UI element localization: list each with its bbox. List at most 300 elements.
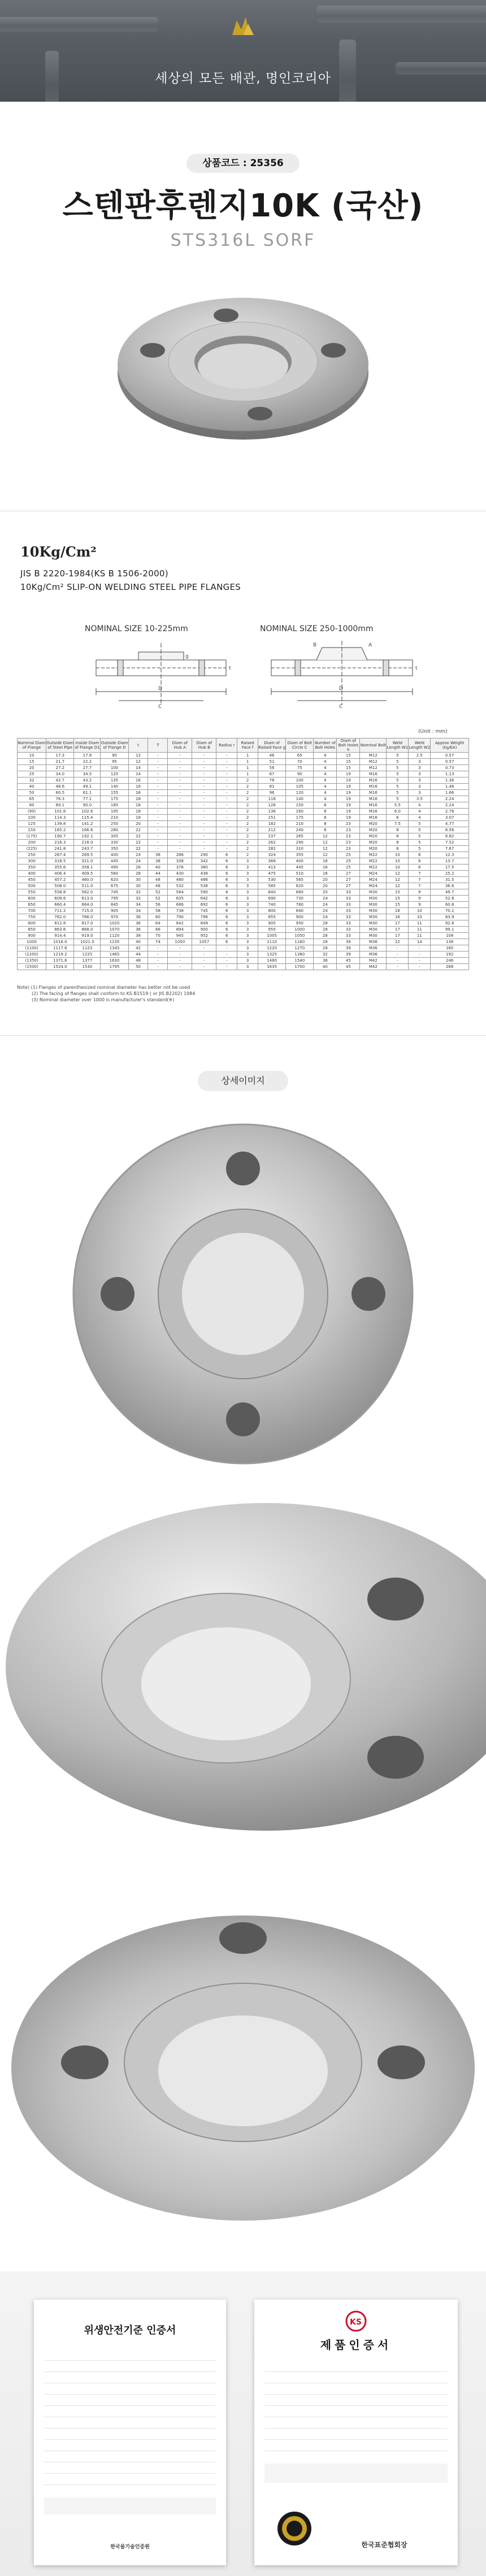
table-cell: 34 bbox=[128, 908, 148, 914]
table-cell: 1270 bbox=[286, 945, 314, 952]
table-cell: 23 bbox=[337, 840, 360, 846]
table-cell: 1160 bbox=[286, 939, 314, 945]
detail-photo-1 bbox=[0, 1107, 486, 1480]
table-cell: - bbox=[216, 771, 237, 777]
table-cell: 5 bbox=[409, 827, 431, 833]
table-cell: 12 bbox=[314, 833, 337, 840]
table-row bbox=[18, 809, 469, 815]
table-cell: 102.6 bbox=[74, 809, 101, 815]
table-cell: 36 bbox=[128, 927, 148, 933]
table-cell: 2 bbox=[237, 840, 258, 846]
table-row bbox=[18, 914, 469, 920]
table-cell: 25 bbox=[337, 865, 360, 871]
table-cell: 2.76 bbox=[431, 809, 469, 815]
table-cell: 780 bbox=[286, 902, 314, 908]
table-cell: (1350) bbox=[18, 958, 46, 964]
table-cell: 562.0 bbox=[74, 889, 101, 896]
table-header-row bbox=[18, 739, 469, 753]
table-cell: 76 bbox=[258, 777, 286, 784]
table-row bbox=[18, 952, 469, 958]
table-cell: 19 bbox=[337, 784, 360, 790]
table-cell: 9 bbox=[409, 902, 431, 908]
table-cell: 3 bbox=[409, 771, 431, 777]
table-cell: 21.7 bbox=[46, 759, 74, 765]
table-cell: 33 bbox=[337, 902, 360, 908]
table-cell: 36 bbox=[314, 958, 337, 964]
table-cell: 81 bbox=[258, 784, 286, 790]
table-cell: 32 bbox=[128, 896, 148, 902]
table-cell: M16 bbox=[360, 802, 387, 809]
table-cell: 83.9 bbox=[431, 914, 469, 920]
table-cell: 1110 bbox=[258, 939, 286, 945]
table-cell: 33 bbox=[337, 896, 360, 902]
table-cell: 92.6 bbox=[431, 920, 469, 927]
table-cell: 863.6 bbox=[46, 927, 74, 933]
table-cell: 12 bbox=[387, 883, 409, 889]
table-cell: 16 bbox=[314, 871, 337, 877]
table-cell: 368 bbox=[258, 858, 286, 865]
table-cell: 19 bbox=[337, 777, 360, 784]
table-cell: 550 bbox=[18, 889, 46, 896]
table-row bbox=[18, 784, 469, 790]
table-header-cell: T bbox=[148, 739, 168, 753]
table-cell: 269.5 bbox=[74, 852, 101, 858]
table-cell: M22 bbox=[360, 858, 387, 865]
table-cell: M24 bbox=[360, 871, 387, 877]
table-cell: - bbox=[168, 753, 192, 759]
table-cell: - bbox=[148, 821, 168, 827]
table-cell: 40 bbox=[148, 865, 168, 871]
table-cell: 28 bbox=[314, 939, 337, 945]
table-cell: 511.0 bbox=[74, 883, 101, 889]
table-cell: 192.1 bbox=[74, 833, 101, 840]
certificate-issuer: 한국표준협회장 bbox=[361, 2541, 407, 2549]
table-cell: 380 bbox=[192, 865, 216, 871]
table-cell: 642 bbox=[192, 896, 216, 902]
table-cell: 70 bbox=[286, 759, 314, 765]
table-cell: 1.36 bbox=[431, 777, 469, 784]
table-header-cell: Diam of Hub A bbox=[168, 739, 192, 753]
table-cell: 342 bbox=[192, 858, 216, 865]
table-cell: 67 bbox=[258, 771, 286, 777]
table-row bbox=[18, 753, 469, 759]
table-cell: 9 bbox=[409, 889, 431, 896]
table-cell: 905 bbox=[258, 920, 286, 927]
table-cell: M30 bbox=[360, 908, 387, 914]
table-cell: M16 bbox=[360, 809, 387, 815]
table-cell: 613.0 bbox=[74, 896, 101, 902]
table-header-cell: Nominal Bolt bbox=[360, 739, 387, 753]
table-cell: 400 bbox=[286, 858, 314, 865]
table-row bbox=[18, 920, 469, 927]
table-cell: 36.6 bbox=[431, 883, 469, 889]
table-cell: 795 bbox=[101, 896, 128, 902]
table-cell: 6.56 bbox=[431, 827, 469, 833]
table-cell: 44 bbox=[128, 952, 148, 958]
svg-text:t: t bbox=[415, 666, 418, 671]
table-cell: M30 bbox=[360, 927, 387, 933]
table-cell: 22 bbox=[387, 939, 409, 945]
table-cell: 19 bbox=[337, 790, 360, 796]
table-cell: 4 bbox=[314, 796, 337, 802]
table-cell: 1117.6 bbox=[46, 945, 74, 952]
table-cell: 1.46 bbox=[431, 784, 469, 790]
detail-photo-2 bbox=[0, 1492, 486, 1865]
table-cell: 1225 bbox=[74, 952, 101, 958]
table-cell: - bbox=[148, 809, 168, 815]
table-row bbox=[18, 889, 469, 896]
table-cell: 300 bbox=[18, 858, 46, 865]
table-header-cell: Nominal Diam of Flange bbox=[18, 739, 46, 753]
table-cell: 19 bbox=[337, 809, 360, 815]
table-cell: - bbox=[409, 952, 431, 958]
table-header-cell: Outside Diam of Flange D bbox=[101, 739, 128, 753]
table-row bbox=[18, 958, 469, 964]
table-row bbox=[18, 759, 469, 765]
table-cell: - bbox=[148, 958, 168, 964]
table-cell: 36 bbox=[148, 852, 168, 858]
table-cell: 166.6 bbox=[74, 827, 101, 833]
table-cell: 90 bbox=[101, 753, 128, 759]
table-cell: - bbox=[192, 759, 216, 765]
table-cell: M12 bbox=[360, 759, 387, 765]
table-cell: - bbox=[216, 840, 237, 846]
table-header-cell: Weld Length W1 bbox=[387, 739, 409, 753]
table-cell: 20 bbox=[314, 877, 337, 883]
table-cell: 692 bbox=[192, 902, 216, 908]
table-cell: 0.73 bbox=[431, 765, 469, 771]
table-cell: 10 bbox=[409, 908, 431, 914]
table-cell: 1480 bbox=[258, 958, 286, 964]
table-cell: 1700 bbox=[286, 964, 314, 970]
table-header-cell: Weld Length W2 bbox=[409, 739, 431, 753]
table-cell: 905 bbox=[101, 908, 128, 914]
table-cell: - bbox=[216, 945, 237, 952]
table-cell: 849 bbox=[192, 920, 216, 927]
table-cell: 790 bbox=[168, 914, 192, 920]
table-cell: 100 bbox=[101, 765, 128, 771]
table-cell: 675 bbox=[101, 883, 128, 889]
table-cell: 151 bbox=[258, 815, 286, 821]
table-cell: 6 bbox=[216, 883, 237, 889]
table-cell: 1021.0 bbox=[74, 939, 101, 945]
table-cell: - bbox=[148, 945, 168, 952]
table-cell: 738 bbox=[168, 908, 192, 914]
table-cell: 25.2 bbox=[431, 871, 469, 877]
product-code-badge: 상품코드 : 25356 bbox=[186, 154, 300, 173]
table-cell: - bbox=[216, 790, 237, 796]
table-cell: 140 bbox=[101, 784, 128, 790]
table-cell: 125 bbox=[18, 821, 46, 827]
table-cell: 14 bbox=[128, 765, 148, 771]
table-cell: M20 bbox=[360, 827, 387, 833]
table-cell: 48 bbox=[148, 883, 168, 889]
table-cell: 190.7 bbox=[46, 833, 74, 840]
table-row bbox=[18, 821, 469, 827]
table-cell: 70 bbox=[148, 933, 168, 939]
product-subtitle: STS316L SORF bbox=[170, 231, 316, 250]
table-cell: 6 bbox=[216, 852, 237, 858]
table-cell: 8 bbox=[387, 833, 409, 840]
table-cell: 2.24 bbox=[431, 802, 469, 809]
table-cell: 60.8 bbox=[431, 902, 469, 908]
table-cell: 33 bbox=[337, 920, 360, 927]
table-cell: 27 bbox=[337, 883, 360, 889]
table-cell: 100 bbox=[18, 815, 46, 821]
table-cell: 76.3 bbox=[46, 796, 74, 802]
table-cell: 1016.0 bbox=[46, 939, 74, 945]
table-header-cell: Inside Diam of Flange D1 bbox=[74, 739, 101, 753]
table-cell: 1005 bbox=[258, 933, 286, 939]
table-cell: 45 bbox=[337, 964, 360, 970]
table-cell: 3 bbox=[237, 945, 258, 952]
table-cell: - bbox=[216, 952, 237, 958]
table-cell: 20 bbox=[18, 765, 46, 771]
table-cell: 330 bbox=[101, 840, 128, 846]
table-cell: 160 bbox=[286, 809, 314, 815]
certificate-title: 위생안전기준 인증서 bbox=[84, 2325, 176, 2336]
table-cell: 38 bbox=[128, 933, 148, 939]
table-cell: - bbox=[168, 765, 192, 771]
table-cell: 3 bbox=[237, 902, 258, 908]
table-cell: 3 bbox=[409, 777, 431, 784]
table-cell: 3.07 bbox=[431, 815, 469, 821]
table-cell: 10 bbox=[387, 865, 409, 871]
table-cell: 10 bbox=[18, 753, 46, 759]
table-cell: - bbox=[148, 802, 168, 809]
table-note: Note) (1) Flanges of parenthesized nominal diameter has better not be used bbox=[17, 985, 190, 990]
table-cell: - bbox=[216, 796, 237, 802]
table-cell: 12 bbox=[128, 759, 148, 765]
table-cell: - bbox=[168, 759, 192, 765]
table-cell: 8 bbox=[387, 840, 409, 846]
table-cell: 6 bbox=[216, 858, 237, 865]
table-cell: 51 bbox=[258, 759, 286, 765]
table-cell: 114.3 bbox=[46, 815, 74, 821]
table-cell: 409.5 bbox=[74, 871, 101, 877]
table-cell: 22.2 bbox=[74, 759, 101, 765]
table-cell: 89.1 bbox=[46, 802, 74, 809]
table-cell: 3 bbox=[237, 858, 258, 865]
svg-text:KS: KS bbox=[350, 2318, 362, 2327]
table-cell: 5 bbox=[387, 765, 409, 771]
table-cell: 620 bbox=[286, 883, 314, 889]
table-cell: 2 bbox=[237, 815, 258, 821]
table-cell: 2 bbox=[237, 790, 258, 796]
table-cell: M36 bbox=[360, 945, 387, 952]
table-cell: 24 bbox=[128, 852, 148, 858]
table-cell: 33 bbox=[337, 908, 360, 914]
table-cell: 12 bbox=[314, 846, 337, 852]
table-cell: 16 bbox=[387, 908, 409, 914]
table-cell: 445 bbox=[286, 865, 314, 871]
table-cell: 36 bbox=[128, 920, 148, 927]
table-cell: 530 bbox=[258, 877, 286, 883]
table-row bbox=[18, 933, 469, 939]
table-cell: 280 bbox=[101, 827, 128, 833]
table-cell: 60 bbox=[148, 914, 168, 920]
table-cell: 11 bbox=[409, 920, 431, 927]
table-cell: 609.6 bbox=[46, 896, 74, 902]
table-cell: 376 bbox=[168, 865, 192, 871]
table-cell: 28 bbox=[128, 871, 148, 877]
table-cell: 5 bbox=[387, 753, 409, 759]
table-cell: 945 bbox=[168, 933, 192, 939]
table-cell: 510 bbox=[286, 871, 314, 877]
table-cell: 6 bbox=[216, 927, 237, 933]
table-cell: 15 bbox=[337, 753, 360, 759]
table-cell: 1 bbox=[237, 753, 258, 759]
table-cell: 25 bbox=[337, 858, 360, 865]
table-cell: 350 bbox=[18, 865, 46, 871]
table-cell: 24 bbox=[314, 914, 337, 920]
table-cell: 120 bbox=[286, 790, 314, 796]
table-cell: 490 bbox=[101, 865, 128, 871]
table-cell: 70.1 bbox=[431, 908, 469, 914]
svg-text:t: t bbox=[229, 666, 231, 671]
table-cell: 3 bbox=[237, 889, 258, 896]
table-cell: 14 bbox=[128, 771, 148, 777]
table-cell: 7 bbox=[409, 871, 431, 877]
table-cell: 140 bbox=[286, 796, 314, 802]
table-cell: 4 bbox=[409, 815, 431, 821]
table-cell: - bbox=[216, 821, 237, 827]
table-cell: - bbox=[409, 945, 431, 952]
table-cell: 90.0 bbox=[74, 802, 101, 809]
table-cell: 6 bbox=[216, 889, 237, 896]
table-cell: 46 bbox=[258, 753, 286, 759]
table-cell: 12 bbox=[314, 852, 337, 858]
table-cell: 48.6 bbox=[46, 784, 74, 790]
table-cell: 450 bbox=[18, 877, 46, 883]
table-cell: 4 bbox=[314, 765, 337, 771]
table-cell: - bbox=[387, 945, 409, 952]
table-cell: - bbox=[192, 809, 216, 815]
table-header-cell: Outside Diam of Steel Pipe bbox=[46, 739, 74, 753]
mk-logo-icon bbox=[229, 12, 257, 41]
table-cell: 40 bbox=[128, 939, 148, 945]
table-cell: M20 bbox=[360, 846, 387, 852]
table-cell: 15 bbox=[18, 759, 46, 765]
table-cell: 28 bbox=[314, 945, 337, 952]
table-cell: 620 bbox=[101, 877, 128, 883]
table-cell: 3 bbox=[237, 871, 258, 877]
table-cell: 48 bbox=[128, 958, 148, 964]
table-cell: - bbox=[168, 777, 192, 784]
table-cell: 850 bbox=[18, 927, 46, 933]
table-row bbox=[18, 833, 469, 840]
table-cell: 350 bbox=[101, 846, 128, 852]
table-cell: M12 bbox=[360, 765, 387, 771]
table-cell: 560 bbox=[101, 871, 128, 877]
table-cell: - bbox=[387, 958, 409, 964]
table-cell: 900 bbox=[192, 927, 216, 933]
table-cell: 165.2 bbox=[46, 827, 74, 833]
table-cell: 730 bbox=[286, 896, 314, 902]
table-cell: 6 bbox=[387, 815, 409, 821]
table-cell: 750 bbox=[18, 914, 46, 920]
table-cell: 868.0 bbox=[74, 927, 101, 933]
table-cell: M20 bbox=[360, 833, 387, 840]
table-cell: 246 bbox=[431, 958, 469, 964]
table-cell: 3 bbox=[237, 964, 258, 970]
table-cell: - bbox=[192, 765, 216, 771]
table-cell: 52.8 bbox=[431, 896, 469, 902]
table-cell: - bbox=[387, 952, 409, 958]
table-cell: 1000 bbox=[286, 927, 314, 933]
flange-hero-image bbox=[113, 283, 373, 446]
table-cell: 1235 bbox=[101, 939, 128, 945]
table-cell: 16 bbox=[387, 914, 409, 920]
table-cell: 50 bbox=[128, 964, 148, 970]
svg-text:D: D bbox=[339, 686, 343, 692]
table-cell: 32 bbox=[128, 889, 148, 896]
table-cell: 5 bbox=[409, 840, 431, 846]
table-cell: - bbox=[192, 846, 216, 852]
table-cell: 8 bbox=[387, 827, 409, 833]
table-cell: 900 bbox=[286, 914, 314, 920]
table-cell: 40 bbox=[18, 784, 46, 790]
table-cell: - bbox=[148, 833, 168, 840]
table-cell: - bbox=[168, 846, 192, 852]
table-cell: 952 bbox=[192, 933, 216, 939]
table-cell: 286 bbox=[168, 852, 192, 858]
table-cell: 22 bbox=[128, 840, 148, 846]
table-row bbox=[18, 902, 469, 908]
table-cell: 27 bbox=[337, 877, 360, 883]
unit-note: (Unit : mm) bbox=[418, 729, 448, 735]
table-cell: 262 bbox=[258, 840, 286, 846]
table-cell: 18 bbox=[128, 796, 148, 802]
table-cell: - bbox=[216, 958, 237, 964]
table-cell: 486 bbox=[192, 877, 216, 883]
table-cell: 52 bbox=[148, 896, 168, 902]
table-cell: 715.0 bbox=[74, 908, 101, 914]
table-cell: 4 bbox=[314, 753, 337, 759]
table-cell: 20 bbox=[314, 889, 337, 896]
table-cell: 796 bbox=[192, 914, 216, 920]
table-cell: - bbox=[148, 765, 168, 771]
table-cell: 5 bbox=[409, 821, 431, 827]
table-cell: 711.2 bbox=[46, 908, 74, 914]
table-cell: 115.4 bbox=[74, 815, 101, 821]
table-cell: 26 bbox=[128, 865, 148, 871]
table-cell: 406.4 bbox=[46, 871, 74, 877]
slogan: 세상의 모든 배관, 명인코리아 bbox=[155, 71, 331, 86]
table-cell: 305 bbox=[101, 833, 128, 840]
table-cell: M30 bbox=[360, 914, 387, 920]
table-cell: 282 bbox=[258, 846, 286, 852]
table-row bbox=[18, 852, 469, 858]
table-cell: (1200) bbox=[18, 952, 46, 958]
table-cell: - bbox=[216, 777, 237, 784]
table-cell: 600 bbox=[18, 896, 46, 902]
table-cell: 690 bbox=[258, 896, 286, 902]
table-cell: 19 bbox=[337, 815, 360, 821]
header-banner bbox=[0, 0, 486, 102]
table-cell: 8 bbox=[314, 809, 337, 815]
table-row bbox=[18, 927, 469, 933]
table-cell: 4 bbox=[314, 784, 337, 790]
table-cell: 195 bbox=[101, 809, 128, 815]
table-cell: 400 bbox=[101, 852, 128, 858]
table-cell: 175 bbox=[286, 815, 314, 821]
table-cell: 17.5 bbox=[431, 865, 469, 871]
table-cell: 3 bbox=[237, 927, 258, 933]
svg-text:C: C bbox=[339, 704, 343, 710]
table-cell: 7.5 bbox=[387, 821, 409, 827]
table-cell: 160 bbox=[431, 945, 469, 952]
